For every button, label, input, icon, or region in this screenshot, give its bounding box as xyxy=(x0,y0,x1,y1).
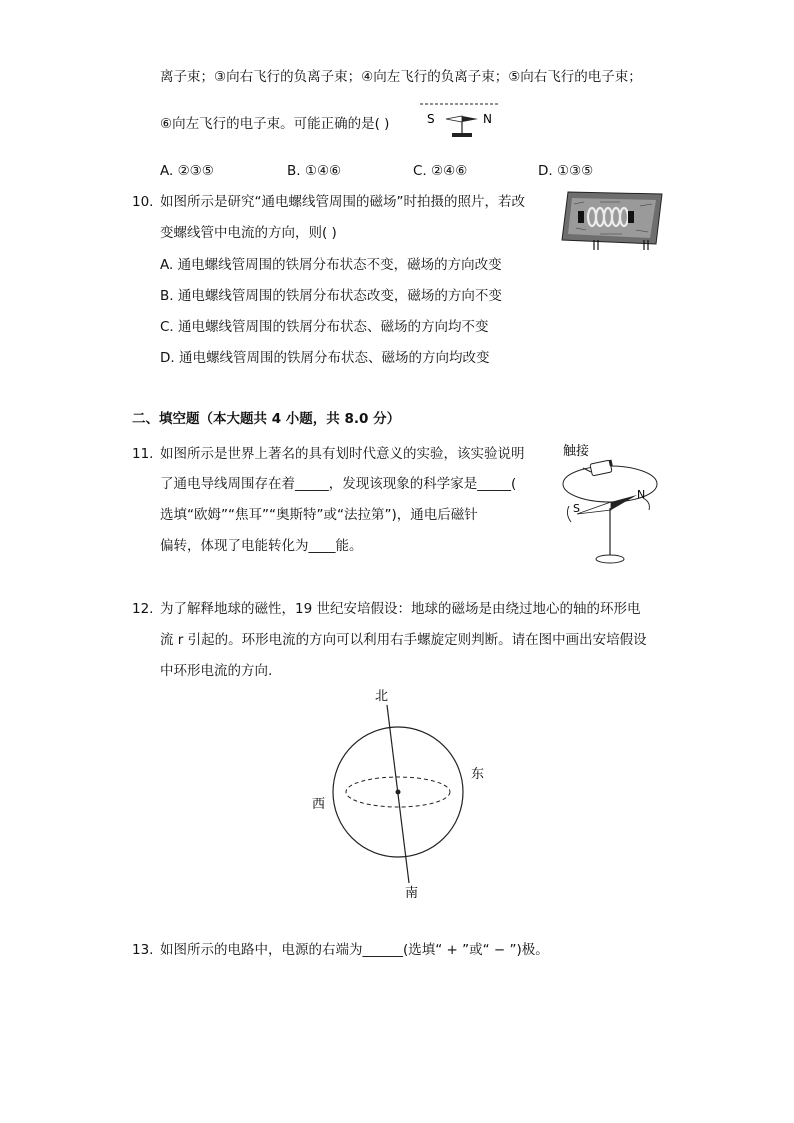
q11-line3: 选填“欧姆”“焦耳”“奥斯特”或“法拉第”)，通电后磁针 xyxy=(160,507,478,523)
q12-line2: 流 r 引起的。环形电流的方向可以利用右手螺旋定则判断。请在图中画出安培假设 xyxy=(160,632,647,648)
q10-line2: 变螺线管中电流的方向，则( ) xyxy=(160,225,337,241)
q9-option-c: C. ②④⑥ xyxy=(413,163,468,179)
q12-south-label: 南 xyxy=(405,886,419,901)
q11-number: 11. xyxy=(132,446,154,462)
q12-number: 12. xyxy=(132,601,154,617)
q12-east-label: 东 xyxy=(471,767,485,782)
q10-option-d: D. 通电螺线管周围的铁屑分布状态、磁场的方向均改变 xyxy=(160,350,490,366)
q9-option-a: A. ②③⑤ xyxy=(160,163,214,179)
q9-n-label: N xyxy=(483,112,492,126)
q11-s-label: S xyxy=(573,502,580,515)
q11-oersted-figure xyxy=(555,438,665,573)
q12-line1: 为了解释地球的磁性，19 世纪安培假设：地球的磁场是由绕过地心的轴的环形电 xyxy=(160,601,641,617)
q10-option-b: B. 通电螺线管周围的铁屑分布状态改变，磁场的方向不变 xyxy=(160,288,502,304)
q10-number: 10. xyxy=(132,194,154,210)
q10-option-a: A. 通电螺线管周围的铁屑分布状态不变，磁场的方向改变 xyxy=(160,257,502,273)
q9-line1: 离子束；③向右飞行的负离子束；④向左飞行的负离子束；⑤向右飞行的电子束； xyxy=(160,69,642,85)
q10-line1: 如图所示是研究“通电螺线管周围的磁场”时拍摄的照片，若改 xyxy=(160,194,525,210)
q13-line1: 如图所示的电路中，电源的右端为______(选填“ + ”或“ − ”)极。 xyxy=(160,942,549,958)
q11-line4: 偏转，体现了电能转化为____能。 xyxy=(160,538,363,554)
q11-line2: 了通电导线周围存在着_____，发现该现象的科学家是_____( xyxy=(160,476,517,492)
q12-north-label: 北 xyxy=(375,689,389,704)
q13-number: 13. xyxy=(132,942,154,958)
q12-line3: 中环形电流的方向. xyxy=(160,663,273,679)
q11-touch-label: 触接 xyxy=(563,444,590,459)
q10-solenoid-photo xyxy=(560,190,664,252)
q9-line2: ⑥向左飞行的电子束。可能正确的是( ) xyxy=(160,116,390,132)
battery-icon xyxy=(590,460,613,476)
q12-west-label: 西 xyxy=(312,797,326,812)
q9-option-b: B. ①④⑥ xyxy=(287,163,342,179)
q11-line1: 如图所示是世界上著名的具有划时代意义的实验，该实验说明 xyxy=(160,446,525,462)
section2-title: 二、填空题（本大题共 4 小题，共 8.0 分） xyxy=(132,411,401,427)
q11-n-label: N xyxy=(637,488,646,501)
q12-earth-figure xyxy=(305,680,505,905)
q9-s-label: S xyxy=(427,112,435,126)
q9-compass-figure xyxy=(418,100,508,145)
q9-option-d: D. ①③⑤ xyxy=(538,163,594,179)
q10-option-c: C. 通电螺线管周围的铁屑分布状态、磁场的方向均不变 xyxy=(160,319,489,335)
